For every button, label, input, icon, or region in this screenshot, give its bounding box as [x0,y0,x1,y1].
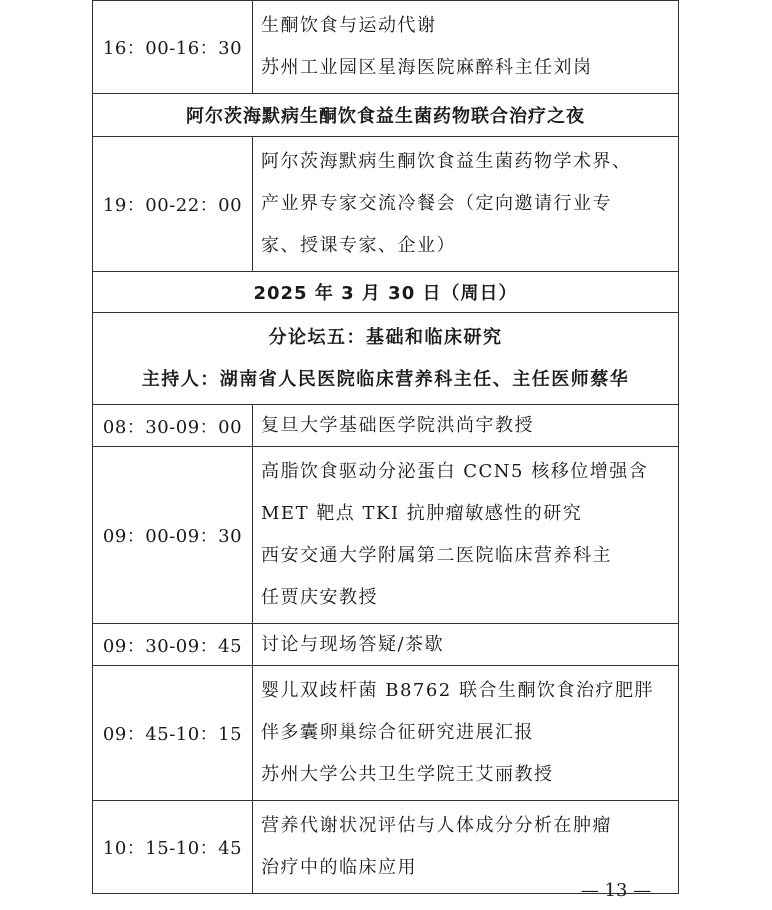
talk-title: MET 靶点 TKI 抗肿瘤敏感性的研究 [261,503,583,524]
talk-title: 伴多囊卵巢综合征研究进展汇报 [261,722,534,743]
speaker: 苏州工业园区星海医院麻醉科主任刘岗 [261,57,593,78]
content-cell [253,624,679,666]
time-cell: 09：45-10：15 [93,666,253,801]
content-cell [253,405,679,447]
event-description: 家、授课专家、企业） [261,235,456,256]
schedule-table [92,0,679,894]
content-cell [253,137,679,272]
page-number: — 13 — [580,880,652,901]
event-description: 阿尔茨海默病生酮饮食益生菌药物学术界、 [261,151,632,172]
table-row [93,137,679,272]
table-row [93,666,679,801]
talk-title: 治疗中的临床应用 [261,857,417,878]
break-item: 讨论与现场答疑/茶歇 [261,633,445,655]
talk-title: 生酮饮食与运动代谢 [261,15,437,36]
table-row [93,447,679,624]
time-cell: 09：30-09：45 [93,624,253,666]
section-header-row [93,94,679,137]
time-cell: 16：00-16：30 [93,1,253,94]
talk-title: 营养代谢状况评估与人体成分分析在肿瘤 [261,815,612,836]
talk-title: 高脂饮食驱动分泌蛋白 CCN5 核移位增强含 [261,461,649,482]
content-cell [253,666,679,801]
forum-header-row [93,313,679,405]
forum-header [93,313,679,405]
date-header-row [93,272,679,313]
time-cell: 10：15-10：45 [93,801,253,894]
content-cell [253,447,679,624]
event-description: 产业界专家交流冷餐会（定向邀请行业专 [261,193,612,214]
speaker: 复旦大学基础医学院洪尚宇教授 [261,414,534,436]
table-row [93,405,679,447]
speaker: 任贾庆安教授 [261,587,378,608]
time-cell: 09：00-09：30 [93,447,253,624]
time-cell: 19：00-22：00 [93,137,253,272]
talk-title: 婴儿双歧杆菌 B8762 联合生酮饮食治疗肥胖 [261,680,654,701]
content-cell [253,1,679,94]
forum-host: 主持人：湖南省人民医院临床营养科主任、主任医师蔡华 [141,368,630,390]
forum-title: 分论坛五：基础和临床研究 [268,326,503,348]
section-header: 阿尔茨海默病生酮饮食益生菌药物联合治疗之夜 [93,94,679,137]
speaker: 苏州大学公共卫生学院王艾丽教授 [261,764,554,785]
table-row [93,624,679,666]
speaker: 西安交通大学附属第二医院临床营养科主 [261,545,612,566]
date-header: 2025 年 3 月 30 日（周日） [93,272,679,313]
time-cell: 08：30-09：00 [93,405,253,447]
table-row [93,1,679,94]
